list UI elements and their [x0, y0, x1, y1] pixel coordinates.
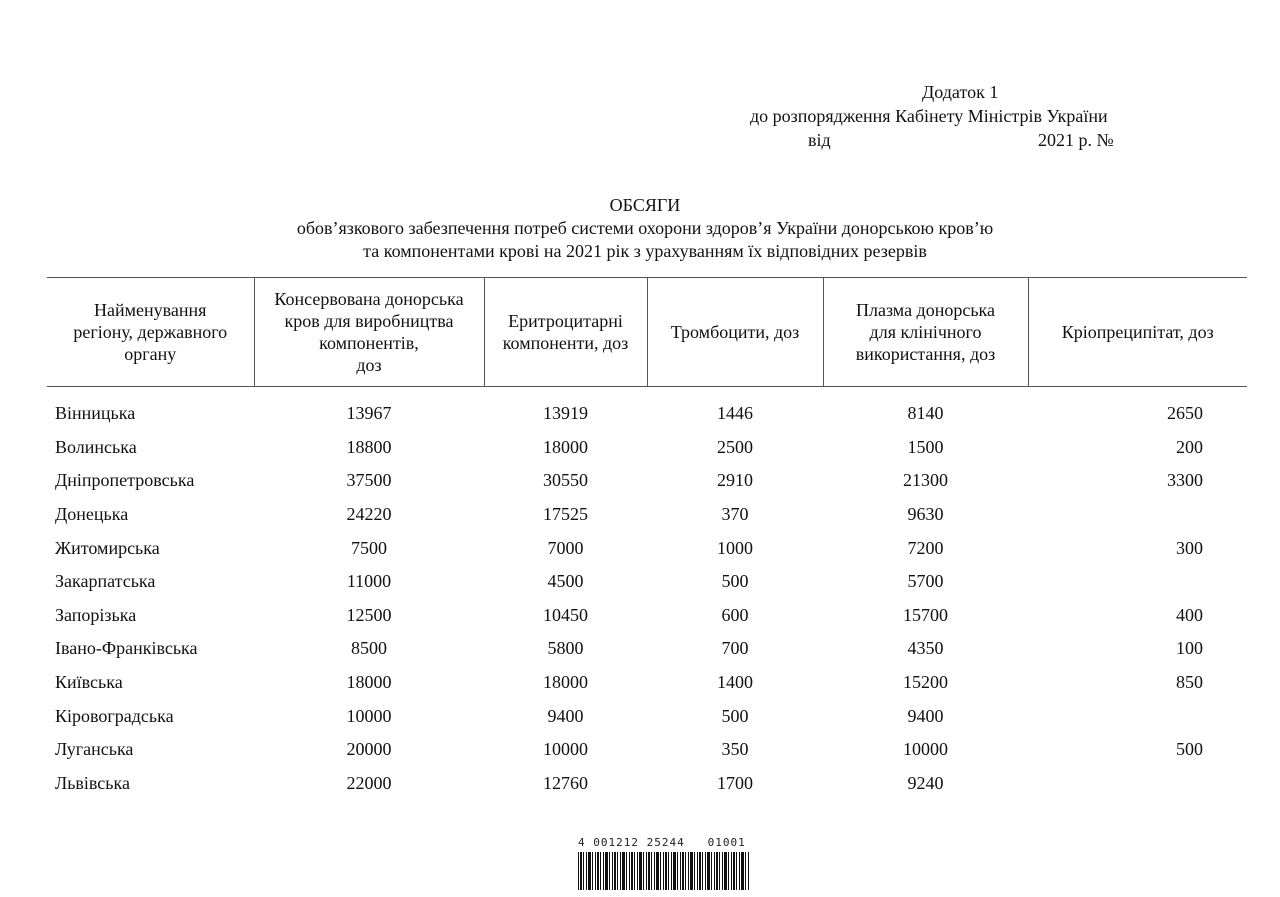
value-cell: 22000	[346, 772, 392, 793]
column-header-line: використання, доз	[855, 344, 996, 364]
column-header-line: Плазма донорська	[855, 300, 996, 320]
value-cell: 100	[1176, 638, 1203, 659]
value-cell: 18800	[346, 436, 392, 457]
value-cell: 18000	[543, 672, 588, 693]
table-row	[47, 498, 1247, 532]
value-cell: 1000	[717, 537, 753, 558]
region-name-cell: Дніпропетровська	[55, 470, 195, 491]
value-cell: 12500	[346, 604, 392, 625]
value-cell: 600	[721, 604, 749, 625]
value-cell: 9630	[907, 504, 944, 525]
value-cell: 10000	[543, 739, 588, 760]
value-cell: 30550	[543, 470, 588, 491]
barcode	[578, 836, 750, 890]
value-cell: 24220	[346, 504, 392, 525]
annex-reference: до розпорядження Кабінету Міністрів України	[750, 106, 1108, 126]
table-row	[47, 565, 1247, 599]
column-header-line: доз	[356, 355, 382, 375]
value-cell: 10000	[346, 705, 392, 726]
region-name-cell: Вінницька	[55, 403, 136, 424]
value-cell: 1446	[717, 403, 753, 424]
column-header-line: Найменування	[94, 300, 207, 320]
column-header-line: компоненти, доз	[502, 333, 629, 353]
value-cell: 15200	[903, 672, 948, 693]
region-name-cell: Кіровоградська	[55, 705, 174, 726]
value-cell: 10450	[543, 604, 588, 625]
value-cell: 8500	[351, 638, 387, 659]
annex-number: Додаток 1	[922, 82, 999, 102]
value-cell: 4500	[547, 571, 584, 592]
value-cell	[1028, 498, 1247, 532]
value-cell: 1700	[717, 772, 753, 793]
value-cell: 1400	[717, 672, 753, 693]
column-header-line: для клінічного	[869, 322, 982, 342]
value-cell: 8140	[907, 403, 944, 424]
value-cell: 20000	[346, 739, 392, 760]
value-cell: 15700	[903, 604, 948, 625]
column-header-line: органу	[124, 344, 177, 364]
value-cell: 700	[721, 638, 749, 659]
value-cell: 17525	[543, 504, 588, 525]
region-name-cell: Волинська	[55, 436, 137, 457]
value-cell: 1500	[907, 436, 944, 457]
table-header-row	[47, 278, 1247, 387]
column-header-6	[1028, 278, 1247, 387]
value-cell: 18000	[346, 672, 392, 693]
region-name-cell: Луганська	[55, 739, 134, 760]
column-header-line: Еритроцитарні	[508, 311, 623, 331]
value-cell: 7500	[351, 537, 387, 558]
region-name-cell: Закарпатська	[55, 571, 156, 592]
column-header-line: кров для виробництва	[284, 311, 454, 331]
value-cell: 200	[1176, 436, 1203, 457]
value-cell: 500	[721, 705, 749, 726]
table-row	[47, 666, 1247, 700]
value-cell: 5800	[547, 638, 584, 659]
value-cell: 300	[1176, 537, 1203, 558]
value-cell: 3300	[1167, 470, 1203, 491]
value-cell: 21300	[903, 470, 948, 491]
value-cell: 9400	[907, 705, 944, 726]
value-cell: 7200	[907, 537, 944, 558]
barcode-digits: 4 001212 25244 01001	[578, 836, 746, 849]
title-line-3: та компонентами крові на 2021 рік з урахуванням їх відповідних резервів	[363, 241, 927, 261]
table-row	[47, 767, 1247, 801]
value-cell: 370	[721, 504, 749, 525]
value-cell: 10000	[903, 739, 948, 760]
table-row	[47, 387, 1247, 431]
document-title	[0, 194, 1280, 263]
value-cell: 13967	[346, 403, 392, 424]
table-row	[47, 632, 1247, 666]
region-name-cell: Івано-Франківська	[55, 638, 198, 659]
table-body	[47, 387, 1247, 801]
column-header-line: компонентів,	[319, 333, 419, 353]
region-name-cell: Донецька	[55, 504, 129, 525]
table-row	[47, 464, 1247, 498]
table-row	[47, 699, 1247, 733]
column-header-4	[647, 278, 823, 387]
column-header-3	[484, 278, 647, 387]
value-cell: 500	[1176, 739, 1203, 760]
value-cell: 2910	[717, 470, 753, 491]
value-cell: 37500	[346, 470, 392, 491]
value-cell: 12760	[543, 772, 588, 793]
value-cell: 350	[721, 739, 749, 760]
value-cell: 9240	[907, 772, 944, 793]
column-header-line: Тромбоцити, доз	[670, 322, 800, 342]
value-cell: 18000	[543, 436, 588, 457]
column-header-1	[47, 278, 254, 387]
value-cell: 850	[1176, 672, 1203, 693]
barcode-bars	[578, 852, 750, 890]
annex-date-prefix: від	[808, 130, 831, 150]
column-header-line: Кріопреципітат, доз	[1061, 322, 1214, 342]
value-cell: 2650	[1167, 403, 1203, 424]
value-cell: 2500	[717, 436, 753, 457]
region-name-cell: Запорізька	[55, 604, 137, 625]
value-cell: 7000	[547, 537, 584, 558]
region-name-cell: Житомирська	[55, 537, 160, 558]
column-header-5	[823, 278, 1028, 387]
value-cell: 13919	[543, 403, 588, 424]
value-cell	[1028, 565, 1247, 599]
region-name-cell: Київська	[55, 672, 123, 693]
annex-date-year: 2021 р. №	[1038, 130, 1114, 150]
region-name-cell: Львівська	[55, 772, 130, 793]
value-cell: 400	[1176, 604, 1203, 625]
title-line-2: обов’язкового забезпечення потреб системи охорони здоров’я України донорською кров’ю	[296, 218, 994, 238]
value-cell: 11000	[346, 571, 392, 592]
table-row	[47, 733, 1247, 767]
value-cell: 500	[721, 571, 749, 592]
value-cell: 9400	[547, 705, 584, 726]
value-cell: 4350	[907, 638, 944, 659]
table-row	[47, 531, 1247, 565]
value-cell	[1028, 767, 1247, 801]
column-header-line: регіону, державного	[73, 322, 228, 342]
column-header-line: Консервована донорська	[274, 289, 464, 309]
title-heading: ОБСЯГИ	[609, 195, 681, 215]
column-header-2	[254, 278, 484, 387]
value-cell	[1028, 699, 1247, 733]
value-cell: 5700	[907, 571, 944, 592]
table-row	[47, 599, 1247, 633]
volumes-table	[47, 277, 1247, 800]
table-row	[47, 431, 1247, 465]
